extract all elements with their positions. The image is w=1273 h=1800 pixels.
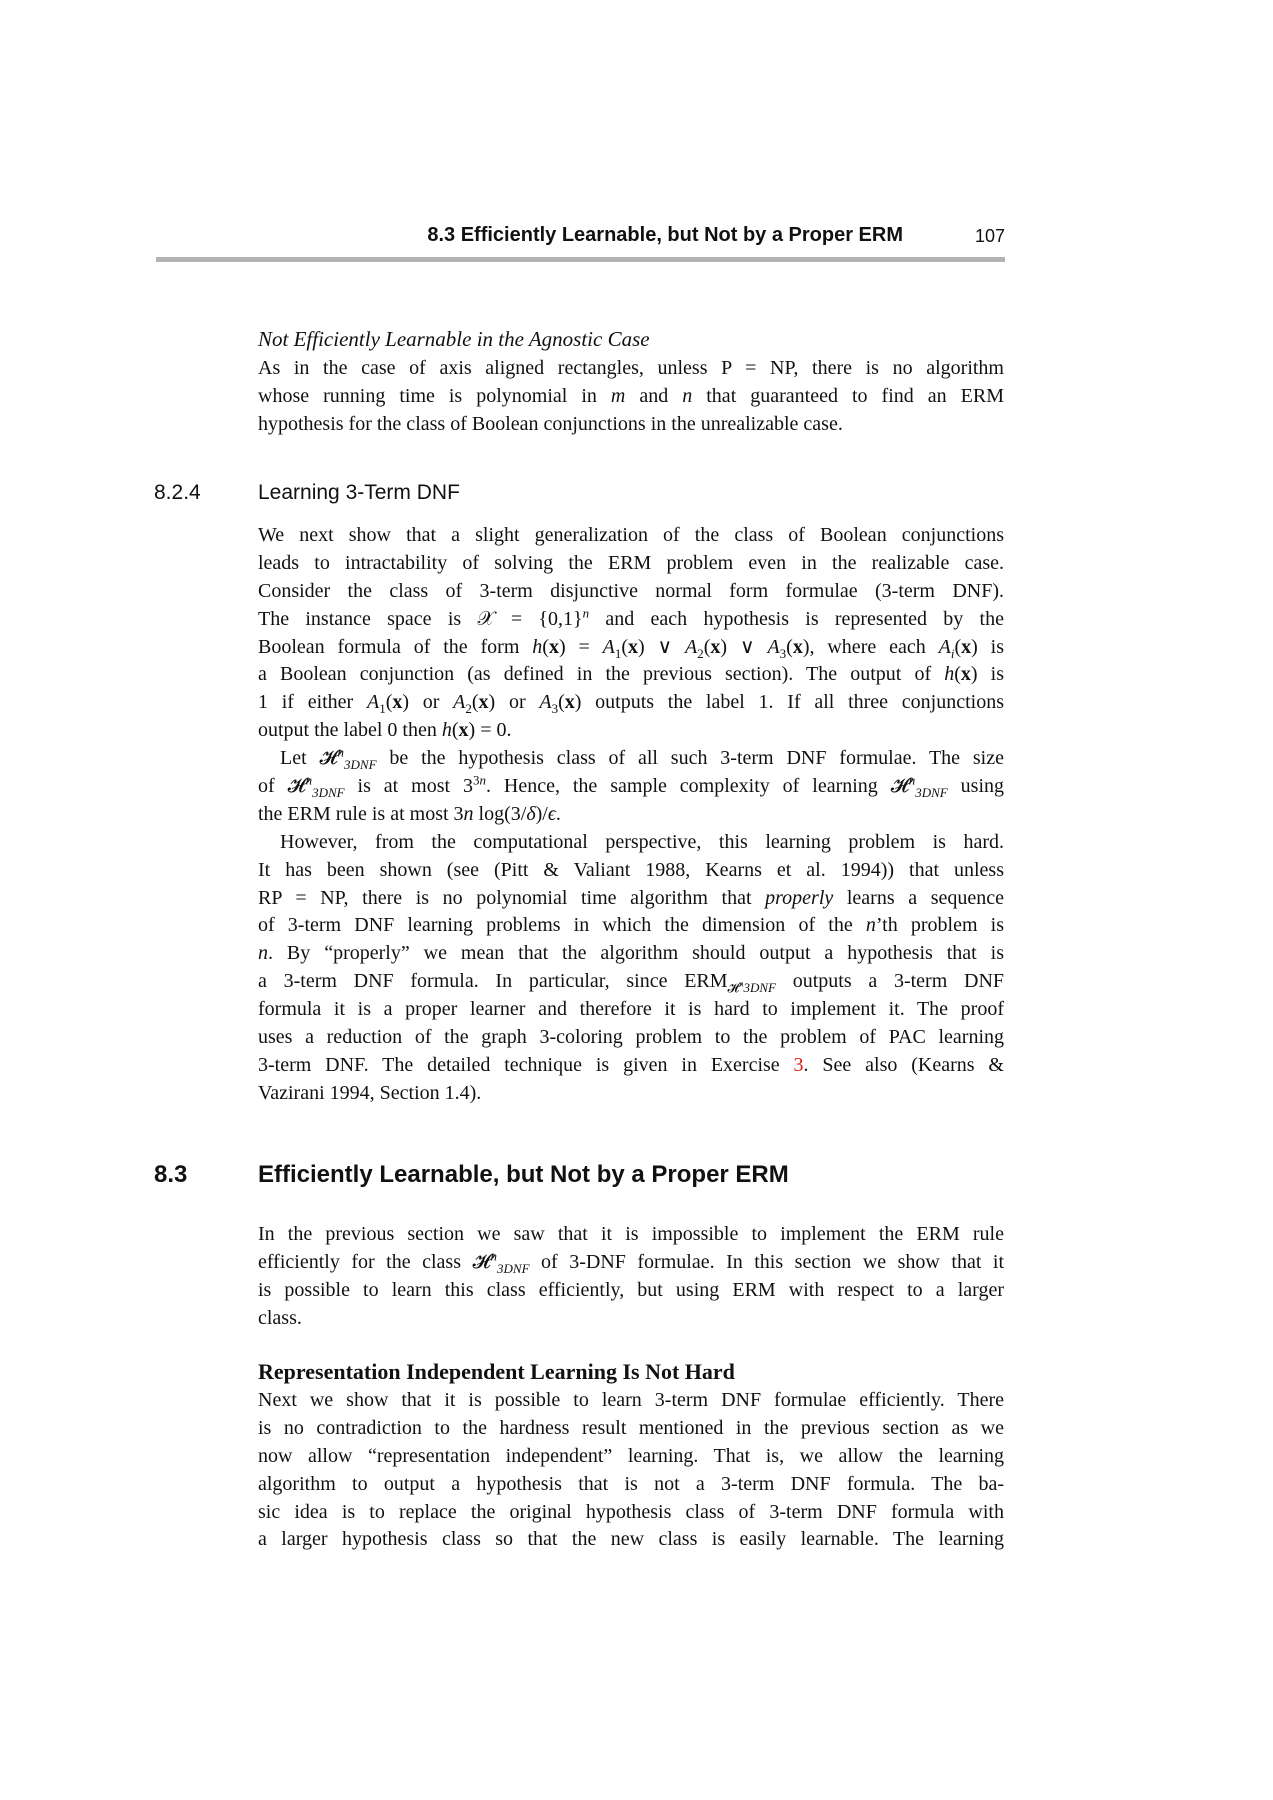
text-line: hypothesis for the class of Boolean conjunctions in the unrealizable case.: [258, 412, 843, 435]
text-line: It has been shown (see (Pitt & Valiant 1988, Kearns et al. 1994)) that unless: [258, 858, 1004, 881]
text-line: is no contradiction to the hardness result mentioned in the previous section as we: [258, 1416, 1004, 1439]
page-number: 107: [974, 226, 1005, 246]
section-title-8-2-4: Learning 3-Term DNF: [258, 481, 460, 504]
section-number-8-2-4: 8.2.4: [154, 481, 201, 504]
text-line: whose running time is polynomial in m and n that guaranteed to find an ERM: [258, 384, 1004, 407]
text-line: class.: [258, 1306, 302, 1329]
text-line: 1 if either $A_1(x)$ or $A_2(x)$ or $A_3(x)$ outputs the label 1. If all three conjunctions: [258, 691, 1004, 717]
text-line: RP = NP, there is no polynomial time algorithm that properly learns a sequence: [258, 886, 1005, 909]
section-title-8-3: Efficiently Learnable, but Not by a Proper ERM: [258, 1161, 789, 1188]
text-line: Vazirani 1994, Section 1.4).: [258, 1081, 482, 1104]
text-line: a Boolean conjunction (as defined in the previous section). The output of h(x) is: [258, 663, 1004, 686]
text-line: formula it is a proper learner and therefore it is hard to implement it. The proof: [258, 998, 1004, 1021]
text-line: The instance space is 𝒳 = $\{0,1\}^n$ and each hypothesis is represented by the: [258, 605, 1004, 630]
text-line: leads to intractability of solving the ERM problem even in the realizable case.: [258, 551, 1004, 574]
text-line: output the label 0 then h(x) = 0.: [258, 719, 512, 742]
subheading: Representation Independent Learning Is Not Hard: [258, 1359, 735, 1384]
text-line: Boolean formula of the form $h(x) = A_1(x)$ ∨ $A_2(x)$ ∨ $A_3(x)$, where each $A_i(x)$ is: [258, 635, 1004, 661]
section-8-2-4-body: [258, 522, 1004, 1108]
running-header-title: 8.3 Efficiently Learnable, but Not by a Proper ERM: [427, 224, 903, 246]
section-number-8-3: 8.3: [154, 1161, 188, 1188]
section-8-3-intro: [258, 1221, 1004, 1333]
agnostic-paragraph: [258, 355, 1004, 439]
text-line: efficiently for the class 𝓗$^n_{3DNF}$ of 3-DNF formulae. In this section we show that it: [258, 1248, 1004, 1276]
text-line: a 3-term DNF formula. In particular, since $ERM_{𝓗^n3DNF}$ outputs a 3-term DNF: [258, 970, 1005, 996]
text-line: In the previous section we saw that it is impossible to implement the ERM rule: [258, 1223, 1004, 1245]
agnostic-heading: Not Efficiently Learnable in the Agnostic Case: [258, 327, 650, 351]
text-line: Let 𝓗$^n_{3DNF}$ be the hypothesis class of all such 3-term DNF formulae. The size: [280, 744, 1004, 773]
text-line: algorithm to output a hypothesis that is not a 3-term DNF formula. The ba-: [258, 1472, 1004, 1495]
subsection-body: [258, 1387, 1004, 1554]
text-line: sic idea is to replace the original hypothesis class of 3-term DNF formula with: [258, 1500, 1004, 1523]
text-line: the ERM rule is at most 3n log(3/δ)/ϵ.: [258, 802, 561, 825]
text-line: Next we show that it is possible to learn 3-term DNF formulae efficiently. There: [258, 1389, 1004, 1411]
text-line: of 𝓗$^n_{3DNF}$ is at most $3^{3n}$. Hence, the sample complexity of learning 𝓗$^n_{3DNF}$ using: [258, 772, 1005, 801]
text-line: Consider the class of 3-term disjunctive normal form formulae (3-term DNF).: [258, 579, 1004, 602]
text-line: However, from the computational perspective, this learning problem is hard.: [280, 830, 1004, 853]
text-line: n. By “properly” we mean that the algorithm should output a hypothesis that is: [258, 942, 1004, 965]
text-line: of 3-term DNF learning problems in which the dimension of the n’th problem is: [258, 914, 1004, 937]
text-line: a larger hypothesis class so that the new class is easily learnable. The learning: [258, 1528, 1004, 1551]
text-line: We next show that a slight generalization of the class of Boolean conjunctions: [258, 524, 1004, 546]
text-line: now allow “representation independent” learning. That is, we allow the learning: [258, 1444, 1004, 1467]
header-rule: [156, 257, 1005, 262]
text-line: 3-term DNF. The detailed technique is given in Exercise 3. See also (Kearns &: [258, 1053, 1004, 1076]
text-line: As in the case of axis aligned rectangles, unless P = NP, there is no algorithm: [258, 357, 1004, 379]
text-line: is possible to learn this class efficiently, but using ERM with respect to a larger: [258, 1278, 1004, 1301]
text-line: uses a reduction of the graph 3-coloring problem to the problem of PAC learning: [258, 1026, 1004, 1049]
